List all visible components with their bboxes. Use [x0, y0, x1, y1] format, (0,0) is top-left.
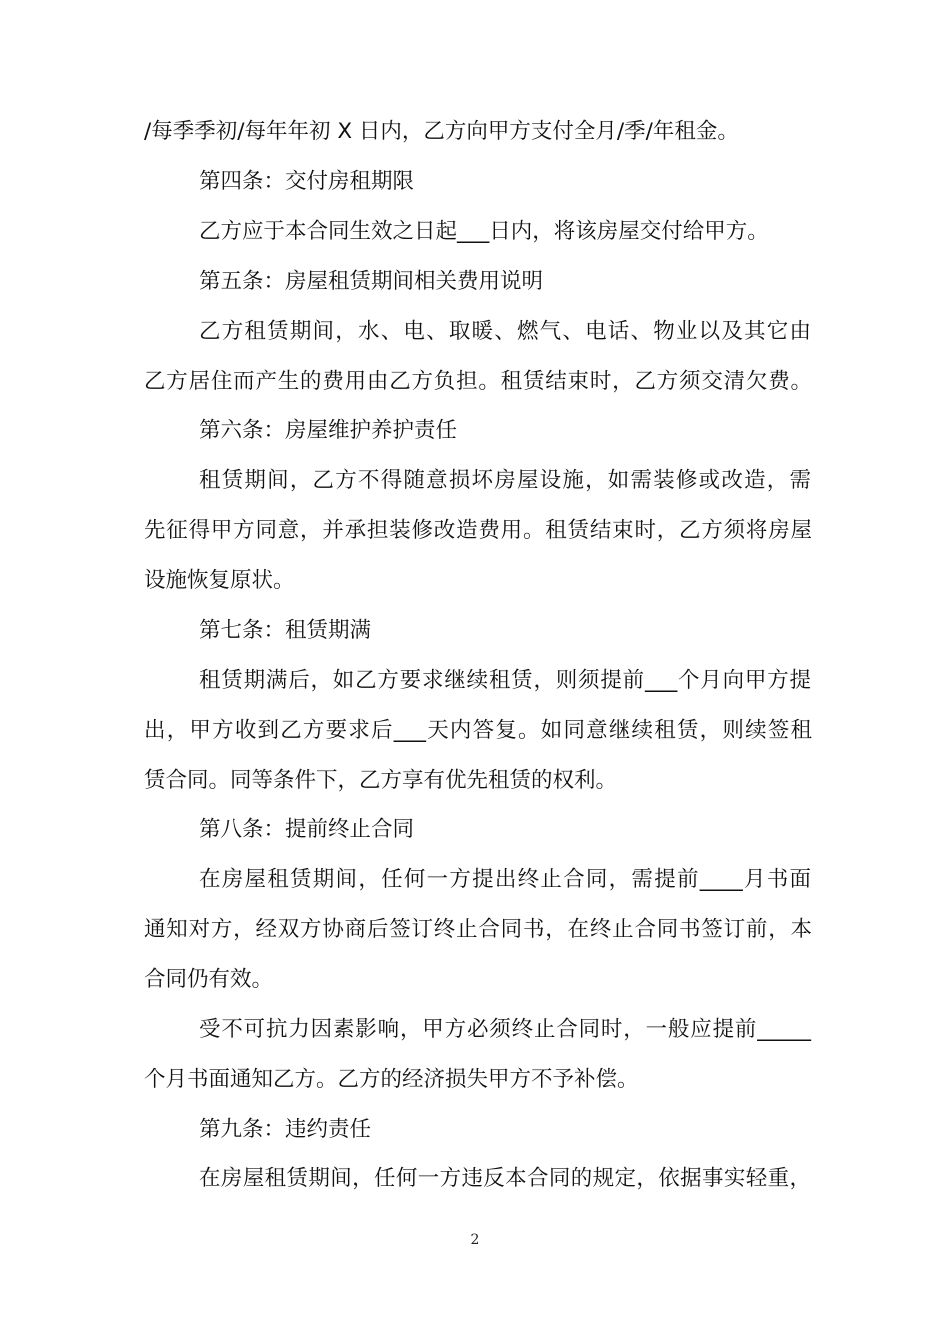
body-text-line: 租赁期满后，如乙方要求继续租赁，则须提前___个月向甲方提: [199, 668, 811, 693]
body-text-line: 在房屋租赁期间，任何一方提出终止合同，需提前____月书面: [199, 867, 811, 892]
article-heading: 第七条：租赁期满: [199, 618, 372, 643]
page-number: 2: [470, 1232, 480, 1248]
body-text-line: /每季季初/每年年初 X 日内，乙方向甲方支付全月/季/年租金。: [144, 119, 739, 144]
article-heading: 第五条：房屋租赁期间相关费用说明: [199, 269, 544, 294]
body-text-line: 在房屋租赁期间，任何一方违反本合同的规定，依据事实轻重，: [199, 1166, 811, 1191]
body-text-line: 通知对方，经双方协商后签订终止合同书，在终止合同书签订前，本: [144, 917, 812, 942]
body-text-line: 乙方居住而产生的费用由乙方负担。租赁结束时，乙方须交清欠费。: [144, 369, 812, 394]
body-text-line: 合同仍有效。: [144, 967, 274, 992]
body-text-line: 赁合同。同等条件下，乙方享有优先租赁的权利。: [144, 768, 618, 793]
body-text-line: 出，甲方收到乙方要求后___天内答复。如同意继续租赁，则续签租: [144, 718, 812, 743]
body-text-line: 乙方租赁期间，水、电、取暖、燃气、电话、物业以及其它由: [199, 319, 811, 344]
article-heading: 第六条：房屋维护养护责任: [199, 418, 458, 443]
body-text-line: 乙方应于本合同生效之日起___日内，将该房屋交付给甲方。: [199, 219, 769, 244]
article-heading: 第四条：交付房租期限: [199, 169, 415, 194]
article-heading: 第八条：提前终止合同: [199, 817, 415, 842]
body-text-line: 设施恢复原状。: [144, 568, 295, 593]
body-text-line: 受不可抗力因素影响，甲方必须终止合同时，一般应提前_____: [199, 1017, 811, 1042]
body-text-line: 先征得甲方同意，并承担装修改造费用。租赁结束时，乙方须将房屋: [144, 518, 812, 543]
body-text-line: 个月书面通知乙方。乙方的经济损失甲方不予补偿。: [144, 1067, 639, 1092]
article-heading: 第九条：违约责任: [199, 1117, 372, 1142]
body-text-line: 租赁期间，乙方不得随意损坏房屋设施，如需装修或改造，需: [199, 468, 811, 493]
